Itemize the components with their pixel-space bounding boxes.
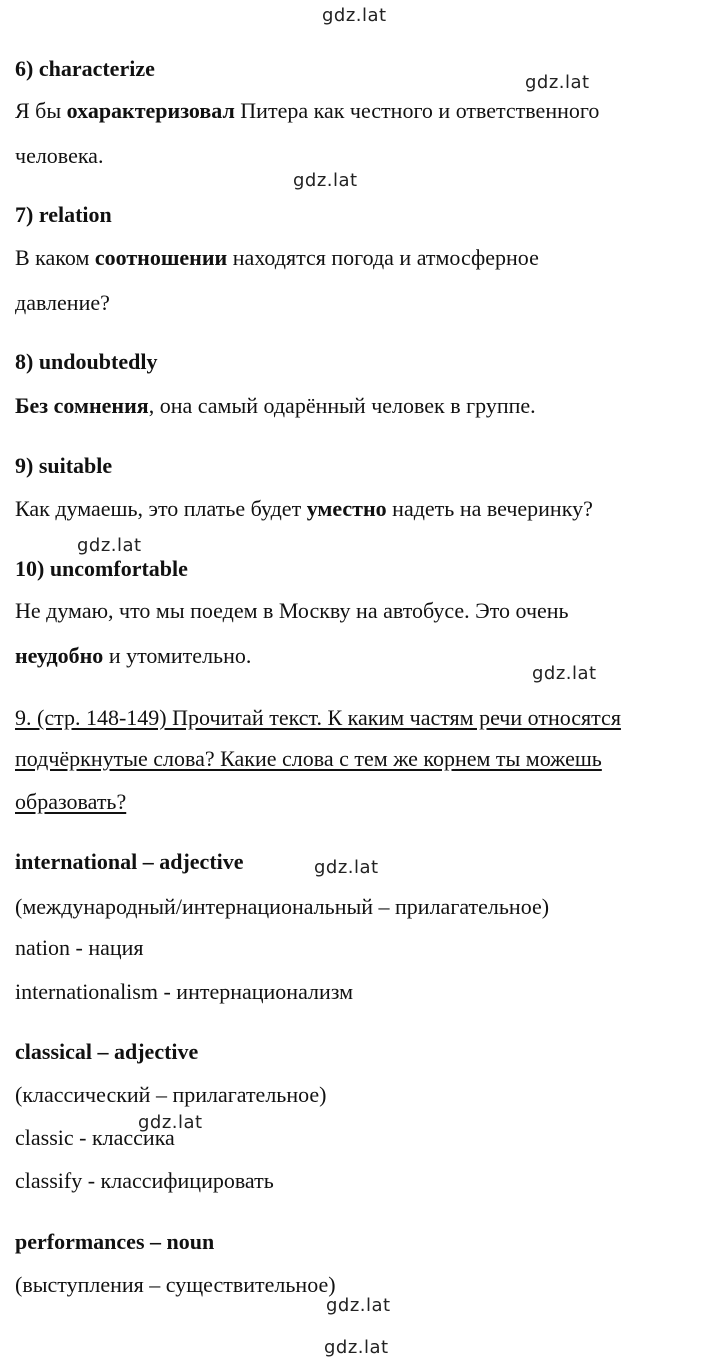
related-word: classic - классика xyxy=(15,1125,175,1150)
item-sentence xyxy=(15,496,593,522)
item-heading: 8) undoubtedly xyxy=(15,349,158,374)
related-word: internationalism - интернационализм xyxy=(15,979,354,1004)
watermark: gdz.lat xyxy=(525,72,590,93)
highlighted-word: соотношении xyxy=(94,245,228,270)
item-heading: 10) uncomfortable xyxy=(15,556,188,581)
item-sentence xyxy=(15,98,599,124)
sentence-text: находятся погода и атмосферное xyxy=(227,245,539,270)
related-word: classify - классифицировать xyxy=(15,1168,274,1193)
item-sentence-continued: давление? xyxy=(15,290,110,315)
highlighted-word: неудобно xyxy=(15,643,104,668)
task-instruction: 9. (стр. 148-149) Прочитай текст. К каким частям речи относятся xyxy=(15,705,621,730)
word-translation: (международный/интернациональный – прилагательное) xyxy=(15,894,550,919)
watermark: gdz.lat xyxy=(293,170,358,191)
word-translation: (выступления – существительное) xyxy=(15,1272,336,1297)
word-translation: (классический – прилагательное) xyxy=(15,1082,327,1107)
highlighted-word: Без сомнения xyxy=(15,393,149,418)
item-sentence xyxy=(15,245,539,271)
item-heading: 9) suitable xyxy=(15,453,113,478)
watermark: gdz.lat xyxy=(324,1337,389,1358)
watermark: gdz.lat xyxy=(138,1112,203,1133)
item-sentence xyxy=(15,598,569,624)
sentence-text: надеть на вечеринку? xyxy=(386,496,593,521)
sentence-text: Как думаешь, это платье будет xyxy=(15,496,307,521)
item-sentence xyxy=(15,393,536,419)
item-heading: 6) characterize xyxy=(15,56,155,81)
word-heading: performances – noun xyxy=(15,1229,215,1254)
item-heading: 7) relation xyxy=(15,202,112,227)
sentence-text: Не думаю, что мы поедем в Москву на автобусе. Это очень xyxy=(15,598,569,623)
watermark: gdz.lat xyxy=(322,5,387,26)
watermark: gdz.lat xyxy=(532,663,597,684)
sentence-text: Я бы xyxy=(15,98,67,123)
sentence-text: и утомительно. xyxy=(103,643,252,668)
highlighted-word: охарактеризовал xyxy=(66,98,235,123)
related-word: nation - нация xyxy=(15,935,144,960)
task-instruction: подчёркнутые слова? Какие слова с тем же корнем ты можешь xyxy=(15,746,602,771)
word-heading: international – adjective xyxy=(15,849,244,874)
word-heading: classical – adjective xyxy=(15,1039,199,1064)
sentence-text: В каком xyxy=(15,245,95,270)
highlighted-word: уместно xyxy=(306,496,387,521)
watermark: gdz.lat xyxy=(314,857,379,878)
item-sentence-continued: человека. xyxy=(15,143,104,168)
item-sentence-continued xyxy=(15,643,251,669)
watermark: gdz.lat xyxy=(77,535,142,556)
watermark: gdz.lat xyxy=(326,1295,391,1316)
sentence-text: Питера как честного и ответственного xyxy=(234,98,600,123)
sentence-text: , она самый одарённый человек в группе. xyxy=(148,393,536,418)
task-instruction: образовать? xyxy=(15,789,127,814)
